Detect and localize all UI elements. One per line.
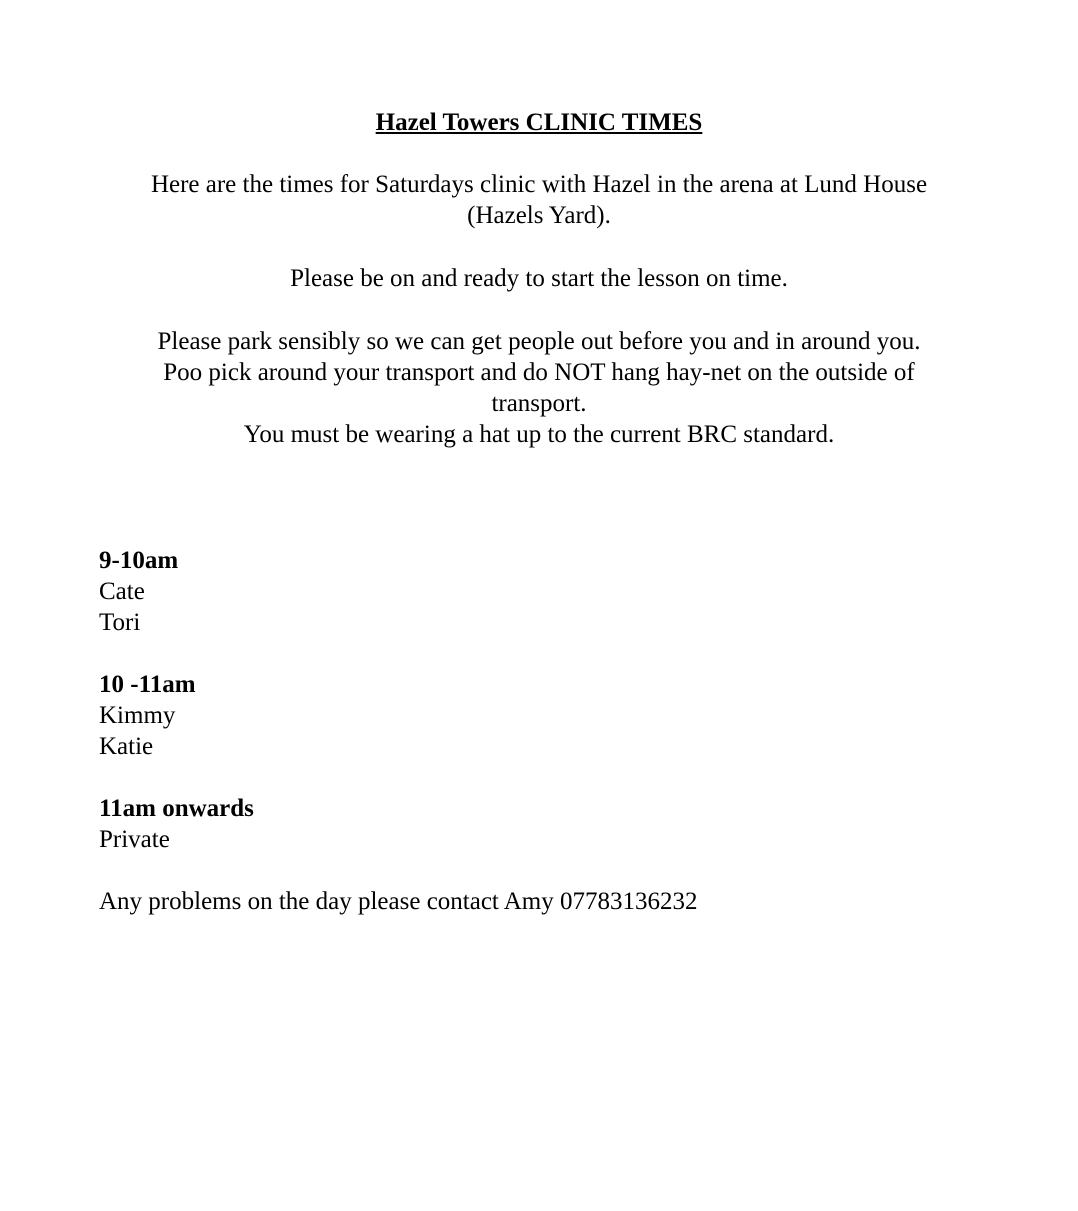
rider-name: Private — [99, 826, 170, 853]
rider-name: Cate — [99, 578, 145, 605]
rule-line: Poo pick around your transport and do NOT hang hay-net on the outside of — [163, 359, 915, 386]
schedule-slot — [99, 793, 999, 855]
rider-name: Kimmy — [99, 702, 176, 729]
document-title: Hazel Towers CLINIC TIMES — [375, 109, 703, 136]
rule-line: Please park sensibly so we can get people out before you and in around you. — [157, 328, 921, 355]
slot-time: 9-10am — [99, 547, 179, 574]
slot-time: 10 -11am — [99, 671, 196, 698]
contact-line: Any problems on the day please contact Amy 07783136232 — [99, 888, 698, 915]
ready-notice: Please be on and ready to start the lesson on time. — [290, 265, 788, 292]
slot-time: 11am onwards — [99, 795, 254, 822]
schedule-slot — [99, 669, 999, 762]
intro-paragraph — [0, 169, 1078, 231]
rider-name: Tori — [99, 609, 141, 636]
intro-line: (Hazels Yard). — [467, 202, 611, 229]
rider-name: Katie — [99, 733, 154, 760]
intro-line: Here are the times for Saturdays clinic with Hazel in the arena at Lund House — [150, 171, 928, 198]
rule-line: You must be wearing a hat up to the current BRC standard. — [243, 421, 835, 448]
rules-paragraph — [0, 326, 1078, 450]
clinic-schedule — [99, 545, 999, 917]
schedule-slot — [99, 545, 999, 638]
rule-line: transport. — [491, 390, 587, 417]
